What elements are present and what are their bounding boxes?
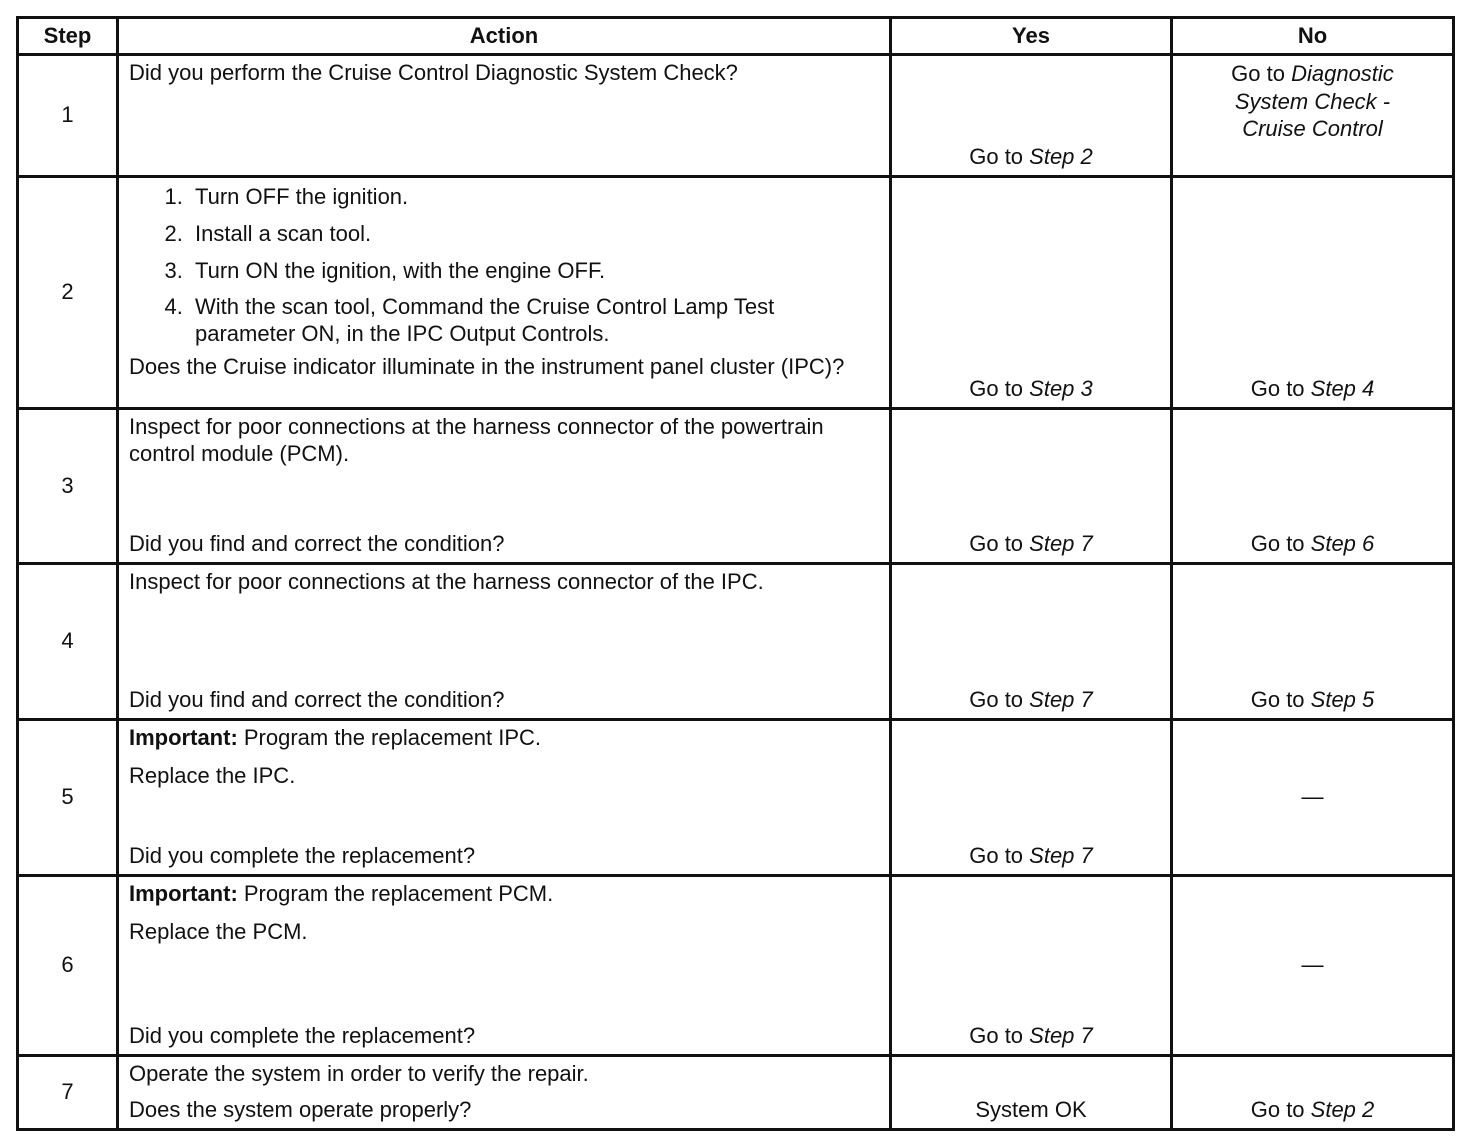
- action-text: Inspect for poor connections at the harness connector of the powertrain control module (PCM).: [129, 414, 824, 466]
- step-link[interactable]: Step 5: [1310, 687, 1375, 713]
- step-link[interactable]: Step 2: [1029, 144, 1093, 170]
- step-number: 5: [18, 720, 118, 876]
- yes-cell: [891, 564, 1172, 720]
- goto-prefix: Go to: [969, 376, 1030, 402]
- action-question: Did you complete the replacement?: [129, 843, 476, 869]
- action-cell: [118, 177, 891, 409]
- action-question: Does the system operate properly?: [129, 1097, 472, 1123]
- yes-goto: [892, 843, 1170, 870]
- header-action: Action: [118, 18, 891, 55]
- instruction-list: [129, 184, 879, 348]
- table-row: [18, 876, 1454, 1056]
- diagnostic-link[interactable]: Cruise Control: [1242, 116, 1383, 141]
- yes-cell: [891, 409, 1172, 564]
- header-row: [18, 18, 1454, 55]
- diagnostic-table: [16, 16, 1455, 1131]
- yes-goto: [892, 1023, 1170, 1050]
- step-link[interactable]: Step 7: [1029, 1023, 1093, 1049]
- no-cell: [1172, 409, 1454, 564]
- table-row: [18, 409, 1454, 564]
- step-link[interactable]: Step 2: [1310, 1097, 1375, 1123]
- step-number: 7: [18, 1056, 118, 1130]
- step-link[interactable]: Step 4: [1310, 376, 1375, 402]
- step-link[interactable]: Step 3: [1029, 376, 1093, 402]
- action-body: [119, 721, 889, 790]
- yes-goto: [892, 531, 1170, 558]
- goto-prefix: Go to: [1250, 531, 1311, 557]
- yes-cell: [891, 720, 1172, 876]
- important-note: [129, 881, 879, 908]
- important-label: Important:: [129, 881, 238, 906]
- action-text: Did you perform the Cruise Control Diagnostic System Check?: [129, 60, 738, 85]
- no-cell: [1172, 1056, 1454, 1130]
- table-row: [18, 1056, 1454, 1130]
- step-link[interactable]: Step 7: [1029, 687, 1093, 713]
- action-text: Inspect for poor connections at the harness connector of the IPC.: [129, 569, 764, 594]
- step-number: 1: [18, 55, 118, 177]
- action-text: Operate the system in order to verify the repair.: [129, 1061, 589, 1086]
- action-cell: [118, 876, 891, 1056]
- no-value: —: [1301, 952, 1324, 978]
- goto-prefix: Go to: [1250, 376, 1311, 402]
- table-row: [18, 720, 1454, 876]
- diagnostic-link[interactable]: System Check -: [1234, 88, 1391, 114]
- step-link[interactable]: Step 6: [1310, 531, 1375, 557]
- action-question: Did you find and correct the condition?: [129, 531, 505, 557]
- important-label: Important:: [129, 725, 238, 750]
- yes-cell: [891, 55, 1172, 177]
- action-text: Replace the IPC.: [129, 762, 296, 788]
- yes-goto: [892, 376, 1170, 403]
- important-text: Program the replacement PCM.: [237, 881, 554, 906]
- list-item: 1. Turn OFF the ignition.: [189, 184, 879, 211]
- action-body: [119, 178, 889, 385]
- action-body: [119, 877, 889, 946]
- action-text: Replace the PCM.: [129, 918, 308, 944]
- no-cell: [1172, 564, 1454, 720]
- table-row: [18, 564, 1454, 720]
- goto-prefix: Go to: [969, 531, 1030, 557]
- action-question: Did you find and correct the condition?: [129, 687, 505, 713]
- yes-cell: [891, 1056, 1172, 1130]
- no-cell: [1172, 55, 1454, 177]
- important-note: [129, 725, 879, 752]
- yes-cell: [891, 177, 1172, 409]
- step-link[interactable]: Step 7: [1029, 531, 1093, 557]
- goto-prefix: Go to: [1231, 61, 1292, 86]
- action-question: Did you complete the replacement?: [129, 1023, 476, 1049]
- goto-prefix: Go to: [969, 1023, 1030, 1049]
- step-number: 3: [18, 409, 118, 564]
- action-cell: [118, 720, 891, 876]
- no-value: —: [1301, 784, 1324, 810]
- yes-goto: [892, 687, 1170, 714]
- step-number: 2: [18, 177, 118, 409]
- list-item: 4. With the scan tool, Command the Cruise Control Lamp Test parameter ON, in the IPC Output Controls.: [189, 294, 879, 348]
- diagnostic-link[interactable]: Diagnostic: [1291, 61, 1394, 86]
- no-goto: [1173, 531, 1452, 558]
- step-link[interactable]: Step 7: [1029, 843, 1093, 869]
- no-goto: [1173, 56, 1452, 143]
- no-goto: [1173, 1097, 1452, 1124]
- step-number: 6: [18, 876, 118, 1056]
- header-yes: Yes: [891, 18, 1172, 55]
- table-row: [18, 177, 1454, 409]
- yes-cell: [891, 876, 1172, 1056]
- list-item: 3. Turn ON the ignition, with the engine OFF.: [189, 258, 879, 285]
- action-cell: [118, 55, 891, 177]
- goto-prefix: Go to: [1250, 1097, 1311, 1123]
- yes-value: System OK: [975, 1097, 1087, 1123]
- action-cell: [118, 409, 891, 564]
- list-item: 2. Install a scan tool.: [189, 221, 879, 248]
- goto-prefix: Go to: [969, 144, 1030, 170]
- goto-prefix: Go to: [1250, 687, 1311, 713]
- goto-prefix: Go to: [969, 843, 1030, 869]
- action-cell: [118, 564, 891, 720]
- no-goto: [1173, 376, 1452, 403]
- action-cell: [118, 1056, 891, 1130]
- header-no: No: [1172, 18, 1454, 55]
- no-cell: [1172, 177, 1454, 409]
- yes-goto: [892, 144, 1170, 171]
- header-step: Step: [18, 18, 118, 55]
- no-cell: [1172, 720, 1454, 876]
- important-text: Program the replacement IPC.: [237, 725, 542, 750]
- goto-prefix: Go to: [969, 687, 1030, 713]
- no-cell: [1172, 876, 1454, 1056]
- step-number: 4: [18, 564, 118, 720]
- table-row: [18, 55, 1454, 177]
- action-question: Does the Cruise indicator illuminate in the instrument panel cluster (IPC)?: [129, 354, 845, 380]
- no-goto: [1173, 687, 1452, 714]
